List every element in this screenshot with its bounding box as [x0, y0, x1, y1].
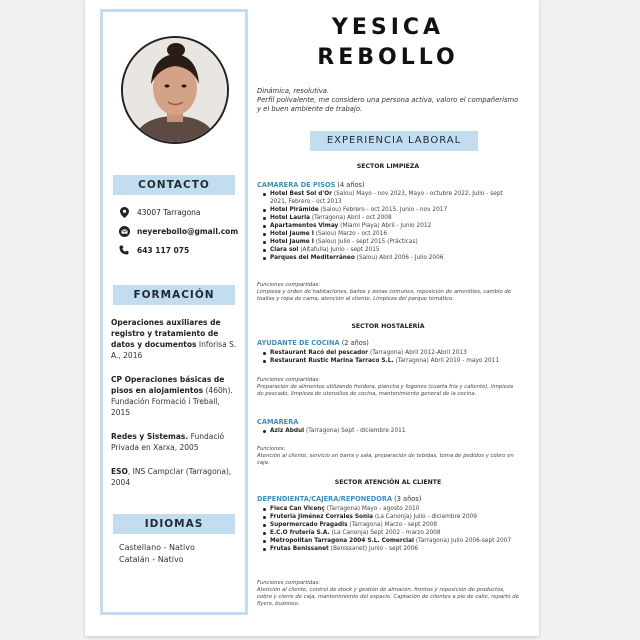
- job-detail: (Tarragona) Mayo - agosto 2010: [324, 506, 420, 512]
- role-title: [257, 181, 365, 189]
- job-place: Clara sol: [270, 247, 299, 253]
- contact-email[interactable]: [118, 225, 238, 237]
- role-name: DEPENDIENTA/CAJERA/REPONEDORA: [257, 495, 393, 503]
- job-place: Fleca Can Vicenç: [270, 506, 325, 512]
- job-place: Frutas Benissanet: [270, 546, 329, 552]
- job-detail: (La Canonja) Sept 2002 - marzo 2008: [329, 530, 441, 536]
- name-last: REBOLLO: [317, 45, 459, 70]
- job-place: Supermercado Fragadis: [270, 522, 348, 528]
- education-detail: Fundació Privada en Xarxa, 2005: [111, 432, 225, 452]
- job-item: [262, 529, 520, 537]
- education-title: Redes y Sistemas.: [111, 432, 189, 441]
- role-name: AYUDANTE DE COCINA: [257, 339, 340, 347]
- education-item: [111, 374, 239, 418]
- education-title: Operaciones auxiliares de registro y tratamiento de datos y documentos: [111, 318, 221, 349]
- job-detail: (Salou) Julio - sept 2015 (Prácticas): [313, 239, 418, 245]
- job-item: [262, 513, 520, 521]
- education-title: ESO: [111, 467, 128, 476]
- job-place: Parques del Mediterráneo: [270, 255, 355, 261]
- functions-label: Funciones:: [257, 446, 286, 452]
- profile-photo: [121, 36, 229, 144]
- job-detail: (Salou) Febrero - oct 2015, Junio - nov 2017: [318, 207, 448, 213]
- functions-text: Preparación de alimentos utilizando freidora, plancha y fogones (cuarta fría y caliente), limpieza de pescado, limpieza de utensilios de cocina, mantenimiento general de la cocina.: [257, 384, 514, 397]
- job-item: [262, 222, 520, 230]
- contact-phone: [118, 244, 189, 256]
- role-years: (4 años): [335, 181, 365, 189]
- job-place: Metropolitan Tarragona 2004 S.L. Comercial: [270, 538, 415, 544]
- location-text: 43007 Tarragona: [137, 207, 201, 217]
- job-item: [262, 214, 520, 222]
- job-detail: (Salou) Mayo - nov 2023, Mayo - octubre 2022, Julio - sept 2021, Febrero - oct 2013: [270, 191, 503, 205]
- functions-block: [257, 446, 519, 467]
- job-item: [262, 190, 520, 206]
- role-title: [257, 418, 298, 426]
- intro-line: Perfil polivalente, me considero una persona activa, valoro el compañerismo y el buen ambiente de trabajo.: [257, 96, 519, 113]
- job-item: [262, 545, 520, 553]
- job-place: Restaurant Racó del pescador: [270, 350, 369, 356]
- intro-text: [257, 87, 519, 114]
- email-link[interactable]: neyerebollo@gmail.com: [137, 226, 239, 236]
- job-detail: (Tarragona) Julio 2006-sept 2007: [414, 538, 512, 544]
- job-item: [262, 230, 520, 238]
- email-icon: [118, 225, 130, 237]
- job-detail: (Tarragona) Abril 2010 - mayo 2011: [393, 358, 500, 364]
- sector-title: SECTOR ATENCIÓN AL CLIENTE: [334, 479, 442, 486]
- role-title: [257, 495, 421, 503]
- job-detail: (Tarragona) Marzo - sept 2008: [347, 522, 438, 528]
- education-detail: Inforisa S. A., 2016: [111, 340, 237, 360]
- sector-title: SECTOR LIMPIEZA: [356, 163, 420, 170]
- functions-text: Atención al cliente, servicio en barra y sala, preparación de tebidas, toma de pedidos y cobro en caja.: [257, 453, 514, 466]
- job-item: [262, 238, 520, 246]
- job-item: [262, 254, 520, 262]
- job-detail: (Salou) Abril 2006 - Julio 2006: [354, 255, 444, 261]
- job-item: [262, 505, 520, 513]
- functions-text: Atención al cliente, control de stock y gestión de almacén, frontos y reposición de productos, cobro y cierre de caja, mantenimiento del espacio. Captación de clientes a pie de calle, reparto de flyers, buzoneo.: [257, 587, 519, 607]
- job-item: [262, 206, 520, 214]
- functions-label: Funciones compartidas:: [257, 580, 321, 586]
- role-years: (3 años): [392, 495, 422, 503]
- job-place: Hotel Jaume I: [270, 239, 314, 245]
- phone-icon: [118, 244, 130, 256]
- functions-block: [257, 377, 519, 398]
- role-name: CAMARERA: [257, 418, 299, 426]
- job-item: [262, 537, 520, 545]
- languages-header: IDIOMAS: [113, 514, 235, 534]
- job-detail: (Tarragona) Sept - diciembre 2011: [304, 428, 406, 434]
- education-title: CP Operaciones básicas de pisos en alojamientos: [111, 375, 225, 395]
- experience-header: EXPERIENCIA LABORAL: [310, 131, 478, 151]
- role-name: CAMARERA DE PISOS: [257, 181, 336, 189]
- education-item: [111, 466, 239, 488]
- map-pin-icon: [118, 206, 130, 218]
- job-place: E.C.O frutería S.A.: [270, 530, 330, 536]
- job-place: Fruteria Jiménez Corrales Sonia: [270, 514, 374, 520]
- job-list: [262, 427, 520, 435]
- education-detail: (460h). Fundación Formació i Treball, 2015: [111, 386, 233, 417]
- name-first: YESICA: [331, 15, 445, 40]
- job-place: Restaurant Rustic Marina Tarraco S.L.: [270, 358, 394, 364]
- language-item: Catalán - Nativo: [119, 555, 184, 564]
- role-title: [257, 339, 369, 347]
- job-detail: (Tarragona) Abril 2012-Abril 2013: [368, 350, 467, 356]
- job-item: [262, 349, 520, 357]
- job-detail: (La Canonja) Julio - diciembre 2009: [373, 514, 477, 520]
- sector-title: SECTOR HOSTALERÍA: [351, 323, 425, 330]
- functions-text: Limpieza y orden de habitaciones, baños y zonas comunes, reposición de amenities, cambio de toallas y ropa de cama, atención al cliente. Limpieza del parque temático.: [257, 289, 512, 302]
- job-detail: (Salou) Marzo - oct 2016: [313, 231, 388, 237]
- education-detail: , INS Campclar (Tarragona), 2004: [111, 467, 232, 487]
- job-list: [262, 349, 520, 365]
- job-place: Hotel Pirámide: [270, 207, 319, 213]
- job-place: Hotel Jaume I: [270, 231, 314, 237]
- functions-label: Funciones compartidas:: [257, 377, 321, 383]
- sidebar: [100, 9, 248, 615]
- contact-header: CONTACTO: [113, 175, 235, 195]
- job-place: Hotel Lauria: [270, 215, 311, 221]
- job-item: [262, 521, 520, 529]
- portrait-image: [123, 38, 227, 142]
- job-place: Aziz Abdul: [270, 428, 305, 434]
- job-item: [262, 246, 520, 254]
- job-detail: (Tarragona) Abril - oct 2008: [310, 215, 392, 221]
- functions-block: [257, 282, 519, 303]
- job-detail: (Benissanet) Junio - sept 2006: [328, 546, 419, 552]
- contact-location: [118, 206, 201, 218]
- education-item: [111, 317, 239, 361]
- job-item: [262, 427, 520, 435]
- job-place: Apartamentos Vimay: [270, 223, 339, 229]
- functions-block: [257, 580, 519, 608]
- job-list: [262, 190, 520, 262]
- job-item: [262, 357, 520, 365]
- intro-line: Dinámica, resolutiva.: [257, 87, 330, 95]
- education-item: [111, 431, 239, 453]
- education-header: FORMACIÓN: [113, 285, 235, 305]
- functions-label: Funciones compartidas:: [257, 282, 321, 288]
- job-list: [262, 505, 520, 553]
- job-place: Hotel Best Sol d'Or: [270, 191, 333, 197]
- phone-text: 643 117 075: [137, 245, 190, 255]
- job-detail: (Miami Playa) Abril - Junio 2012: [338, 223, 432, 229]
- role-years: (2 años): [339, 339, 369, 347]
- language-item: Castellano - Nativo: [119, 543, 195, 552]
- job-detail: (Altafulla) Junio - sept 2015: [298, 247, 380, 253]
